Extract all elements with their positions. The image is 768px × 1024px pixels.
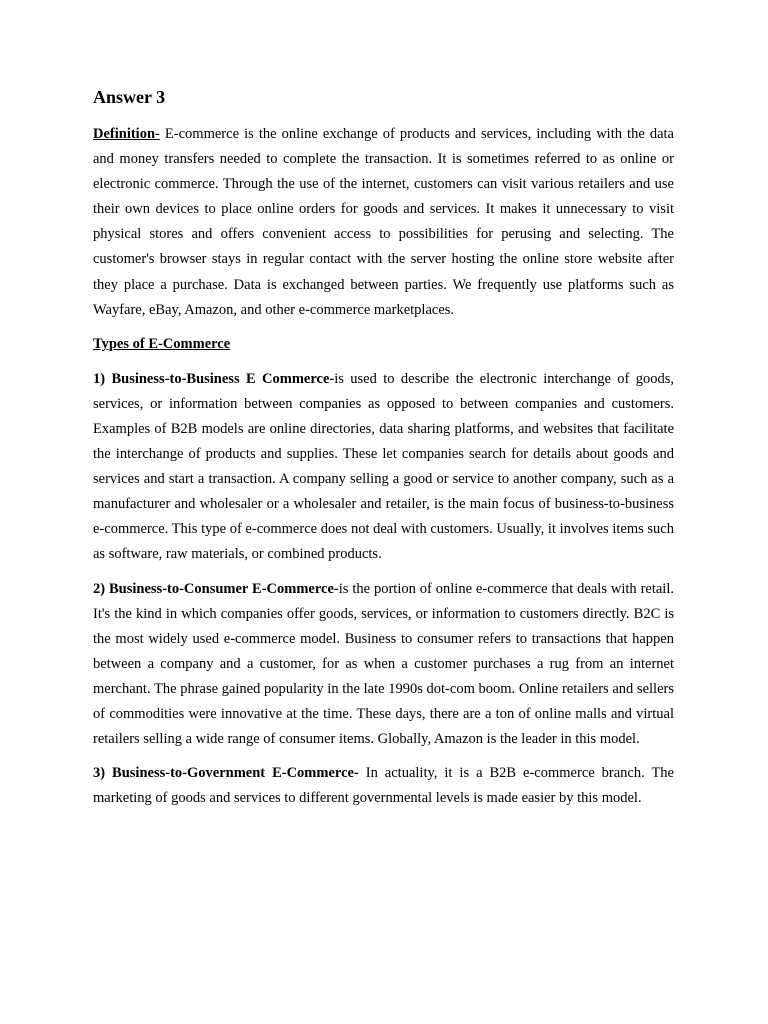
type-text-b2b: is used to describe the electronic interchange of goods, services, or information between companies as opposed to between companies and customers. Examples of B2B models are online directories, data sharing platforms, and websites that facilitate the interchange of products and supplies. These let companies search for details about goods and services and start a transaction. A company selling a good or service to another company, such as a manufacturer and wholesaler or a wholesaler and retailer, is the main focus of business-to-business e-commerce. This type of e-commerce does not deal with customers. Usually, it involves items such as software, raw materials, or combined products. (93, 370, 674, 563)
type-label-b2c: 2) Business-to-Consumer E-Commerce- (93, 580, 339, 597)
definition-label: Definition- (93, 126, 160, 142)
type-label-b2g: 3) Business-to-Government E-Commerce- (93, 765, 359, 782)
definition-text: E-commerce is the online exchange of products and services, including with the data and money transfers needed to complete the transaction. It is sometimes referred to as online or electronic commerce. Through the use of the internet, customers can visit various retailers and use their own devices to place online orders for goods and services. It makes it unnecessary to visit physical stores and offers convenient access to possibilities for perusing and selecting. The customer's browser stays in regular contact with the server hosting the online store website after they place a purchase. Data is exchanged between parties. We frequently use platforms such as Wayfare, eBay, Amazon, and other e-commerce marketplaces. (93, 126, 674, 318)
page-title: Answer 3 (93, 87, 166, 107)
type-paragraph-b2c (93, 577, 674, 753)
type-paragraph-b2b (93, 367, 674, 568)
type-label-b2b: 1) Business-to-Business E Commerce- (93, 370, 335, 387)
types-heading: Types of E-Commerce (93, 335, 231, 352)
type-text-b2c: is the portion of online e-commerce that deals with retail. It's the kind in which companies offer goods, services, or information to customers directly. B2C is the most widely used e-commerce model. Business to consumer refers to transactions that happen between a company and a customer, for as when a customer purchases a rug from an internet merchant. The phrase gained popularity in the late 1990s dot-com boom. Online retailers and sellers of commodities were innovative at the time. These days, there are a ton of online malls and virtual retailers selling a wide range of consumer items. Globally, Amazon is the leader in this model. (93, 580, 674, 748)
definition-paragraph (93, 122, 674, 323)
type-paragraph-b2g (93, 761, 674, 811)
document-page (93, 84, 674, 820)
type-text-b2g: In actuality, it is a B2B e-commerce branch. The marketing of goods and services to different governmental levels is made easier by this model. (93, 765, 674, 807)
